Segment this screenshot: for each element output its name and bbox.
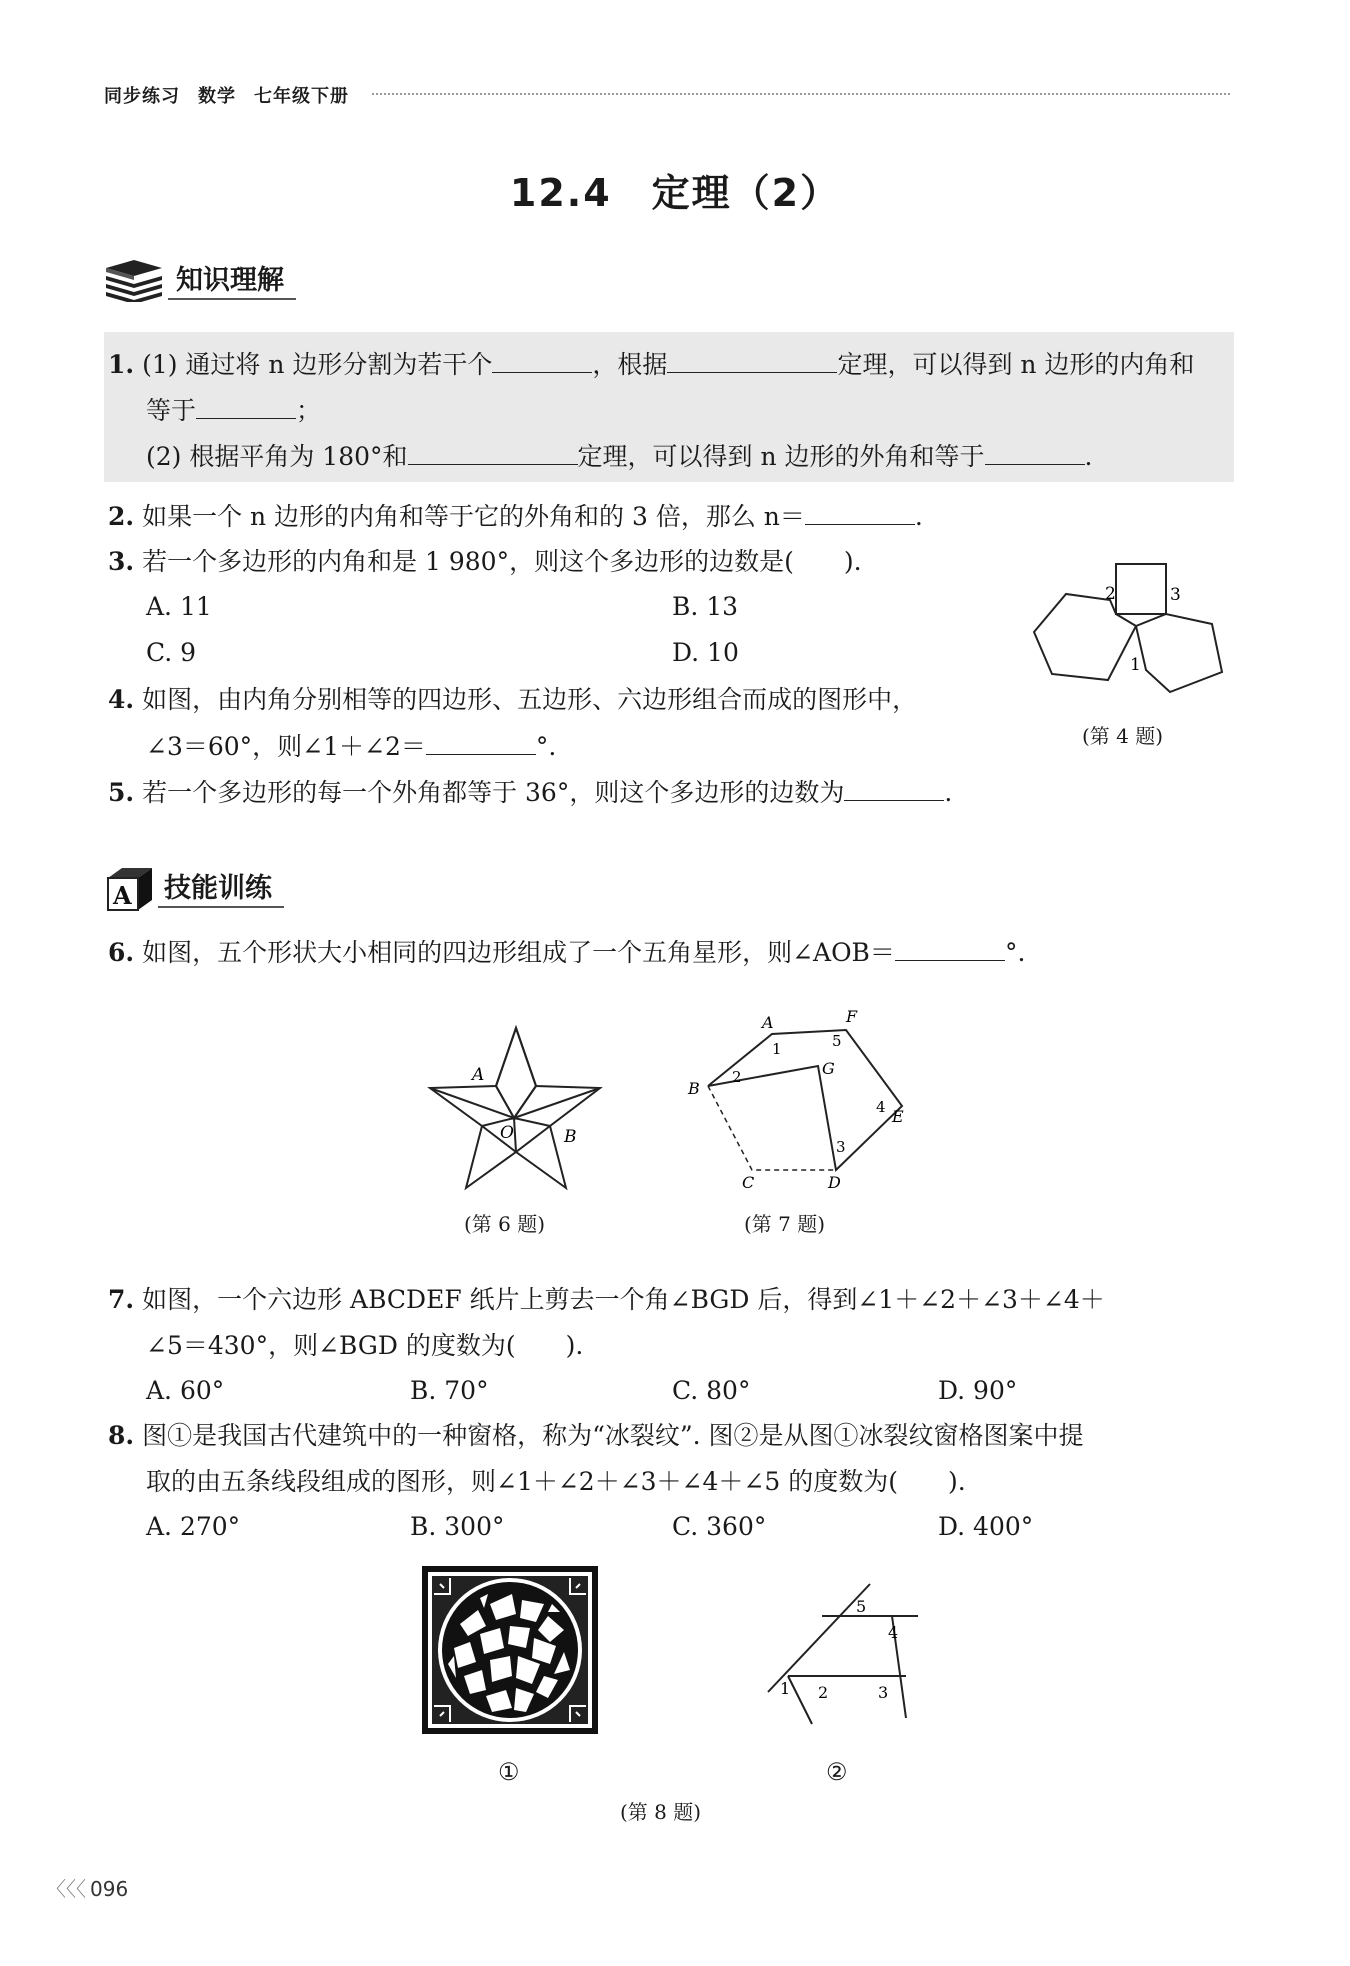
fig7-label-c: C	[742, 1173, 755, 1192]
answer-blank[interactable]	[895, 936, 1005, 961]
figure-8-2-label: ②	[826, 1758, 848, 1786]
fig8-label-5: 5	[856, 1597, 867, 1616]
fig7-label-f: F	[846, 1007, 858, 1026]
page-title: 12.4 定理（2）	[509, 171, 841, 215]
q8-option-c[interactable]: C. 360°	[672, 1512, 767, 1541]
q2-text: .	[914, 502, 923, 531]
question-number: 8.	[108, 1421, 135, 1450]
question-7-line-1	[108, 1284, 1105, 1316]
figure-4-caption: (第 4 题)	[1082, 724, 1164, 748]
answer-blank[interactable]	[408, 440, 578, 465]
figure-8-2	[760, 1580, 930, 1734]
fig7-label-3: 3	[836, 1138, 846, 1156]
q3-option-d[interactable]: D. 10	[672, 638, 739, 667]
fig7-label-g: G	[822, 1059, 835, 1078]
answer-blank[interactable]	[196, 394, 296, 419]
fig7-label-1: 1	[772, 1040, 782, 1058]
page-number-value: 096	[90, 1877, 129, 1901]
square-shape	[1116, 564, 1166, 614]
header-subject: 数学	[198, 86, 236, 107]
pentagon-shape	[1136, 614, 1222, 692]
question-8-line-1	[108, 1420, 1084, 1452]
question-6	[108, 936, 1025, 969]
fig4-label-2: 2	[1105, 584, 1116, 604]
segment-5	[788, 1676, 812, 1724]
fig7-label-2: 2	[732, 1068, 742, 1086]
q4-text: ∠3＝60°，则∠1＋∠2＝	[146, 732, 426, 761]
question-3	[108, 546, 862, 578]
fig7-label-a: A	[762, 1013, 774, 1032]
q7-text: 如图，一个六边形 ABCDEF 纸片上剪去一个角∠BGD 后，得到∠1＋∠2＋∠3＋∠4＋	[142, 1285, 1105, 1314]
figure-4	[1030, 560, 1240, 724]
cube-a-icon	[104, 864, 156, 918]
header-book: 同步练习	[104, 86, 180, 107]
question-1-line-2	[146, 394, 321, 427]
q1-text: ；	[296, 396, 322, 425]
section-underline	[158, 906, 284, 908]
answer-blank[interactable]	[426, 730, 536, 755]
fig7-label-b: B	[688, 1079, 700, 1098]
star-outline	[430, 1028, 600, 1188]
section-heading-skills: 技能训练	[164, 873, 272, 904]
answer-blank[interactable]	[492, 348, 592, 373]
q7-option-b[interactable]: B. 70°	[410, 1376, 489, 1405]
fig4-label-1: 1	[1130, 655, 1141, 675]
answer-blank[interactable]	[985, 440, 1085, 465]
answer-blank[interactable]	[667, 348, 837, 373]
q2-text: 如果一个 n 边形的内角和等于它的外角和的 3 倍，那么 n＝	[142, 502, 805, 531]
fig7-label-4: 4	[876, 1098, 886, 1116]
q7-option-a[interactable]: A. 60°	[146, 1376, 225, 1405]
q6-text: °.	[1004, 938, 1026, 967]
fig8-label-4: 4	[888, 1623, 899, 1642]
question-8-line-2: 取的由五条线段组成的图形，则∠1＋∠2＋∠3＋∠4＋∠5 的度数为( ).	[146, 1467, 966, 1496]
q5-text: .	[944, 778, 953, 807]
q1-text: ，根据	[592, 350, 668, 379]
question-4-line-1	[108, 684, 917, 716]
question-4-line-2	[146, 730, 556, 763]
figure-6-caption: (第 6 题)	[464, 1212, 546, 1236]
question-number: 4.	[108, 685, 135, 714]
question-number: 2.	[108, 502, 135, 531]
running-header	[104, 82, 367, 108]
question-5	[108, 776, 952, 809]
answer-blank[interactable]	[844, 776, 944, 801]
section-heading-knowledge: 知识理解	[176, 265, 284, 296]
q3-option-b[interactable]: B. 13	[672, 592, 739, 621]
books-icon	[104, 252, 164, 306]
page-number	[46, 1873, 128, 1902]
question-2	[108, 500, 923, 533]
svg-text:A: A	[113, 881, 132, 910]
header-grade: 七年级下册	[254, 86, 349, 107]
q7-option-c[interactable]: C. 80°	[672, 1376, 751, 1405]
question-number: 3.	[108, 547, 135, 576]
q1-text: 等于	[146, 396, 197, 425]
question-number: 1.	[108, 350, 135, 379]
page-arrows: 〈〈〈	[46, 1877, 86, 1901]
cut-corner-dashed	[708, 1086, 836, 1170]
q3-text: 若一个多边形的内角和是 1 980°，则这个多边形的边数是( ).	[142, 547, 862, 576]
q1-text: .	[1084, 442, 1093, 471]
fig6-label-b: B	[564, 1127, 577, 1147]
fig7-label-d: D	[828, 1173, 841, 1192]
question-number: 5.	[108, 778, 135, 807]
section-underline	[168, 298, 296, 300]
fig8-label-2: 2	[818, 1683, 829, 1702]
question-number: 7.	[108, 1285, 135, 1314]
q3-option-a[interactable]: A. 11	[146, 592, 212, 621]
fig8-label-3: 3	[878, 1683, 889, 1702]
q1-text: 定理，可以得到 n 边形的内角和	[837, 350, 1195, 379]
q4-text: 如图，由内角分别相等的四边形、五边形、六边形组合而成的图形中，	[142, 685, 918, 714]
q8-option-b[interactable]: B. 300°	[410, 1512, 505, 1541]
question-7-line-2: ∠5＝430°，则∠BGD 的度数为( ).	[146, 1331, 584, 1360]
figure-7-caption: (第 7 题)	[744, 1212, 826, 1236]
fig7-label-5: 5	[832, 1032, 842, 1050]
question-1-line-1	[108, 348, 1194, 381]
figure-8-caption: (第 8 题)	[620, 1800, 702, 1824]
fig6-label-o: O	[500, 1123, 514, 1143]
q4-text: °.	[535, 732, 557, 761]
question-number: 6.	[108, 938, 135, 967]
ice-crack-window-image	[420, 1564, 600, 1740]
q7-option-d[interactable]: D. 90°	[938, 1376, 1018, 1405]
q5-text: 若一个多边形的每一个外角都等于 36°，则这个多边形的边数为	[142, 778, 845, 807]
fig8-label-1: 1	[780, 1679, 791, 1698]
q6-text: 如图，五个形状大小相同的四边形组成了一个五角星形，则∠AOB＝	[142, 938, 895, 967]
fig6-label-a: A	[472, 1065, 485, 1085]
q1-text: 定理，可以得到 n 边形的外角和等于	[577, 442, 985, 471]
figure-8-1-label: ①	[498, 1758, 520, 1786]
hexagon-cut-shape	[708, 1030, 902, 1170]
header-rule	[372, 93, 1230, 95]
answer-blank[interactable]	[805, 500, 915, 525]
q3-option-c[interactable]: C. 9	[146, 638, 197, 667]
fig4-label-3: 3	[1170, 585, 1181, 605]
figure-7	[680, 996, 920, 1200]
q8-option-d[interactable]: D. 400°	[938, 1512, 1034, 1541]
q1-text: (1) 通过将 n 边形分割为若干个	[142, 350, 493, 379]
q1-text: (2) 根据平角为 180°和	[146, 442, 408, 471]
q8-text: 图①是我国古代建筑中的一种窗格，称为“冰裂纹”. 图②是从图①冰裂纹窗格图案中提	[142, 1421, 1084, 1450]
figure-6	[420, 1020, 610, 1204]
fig7-label-e: E	[892, 1107, 904, 1126]
hexagon-shape	[1034, 594, 1136, 680]
q8-option-a[interactable]: A. 270°	[146, 1512, 241, 1541]
question-1-line-3	[146, 440, 1092, 473]
